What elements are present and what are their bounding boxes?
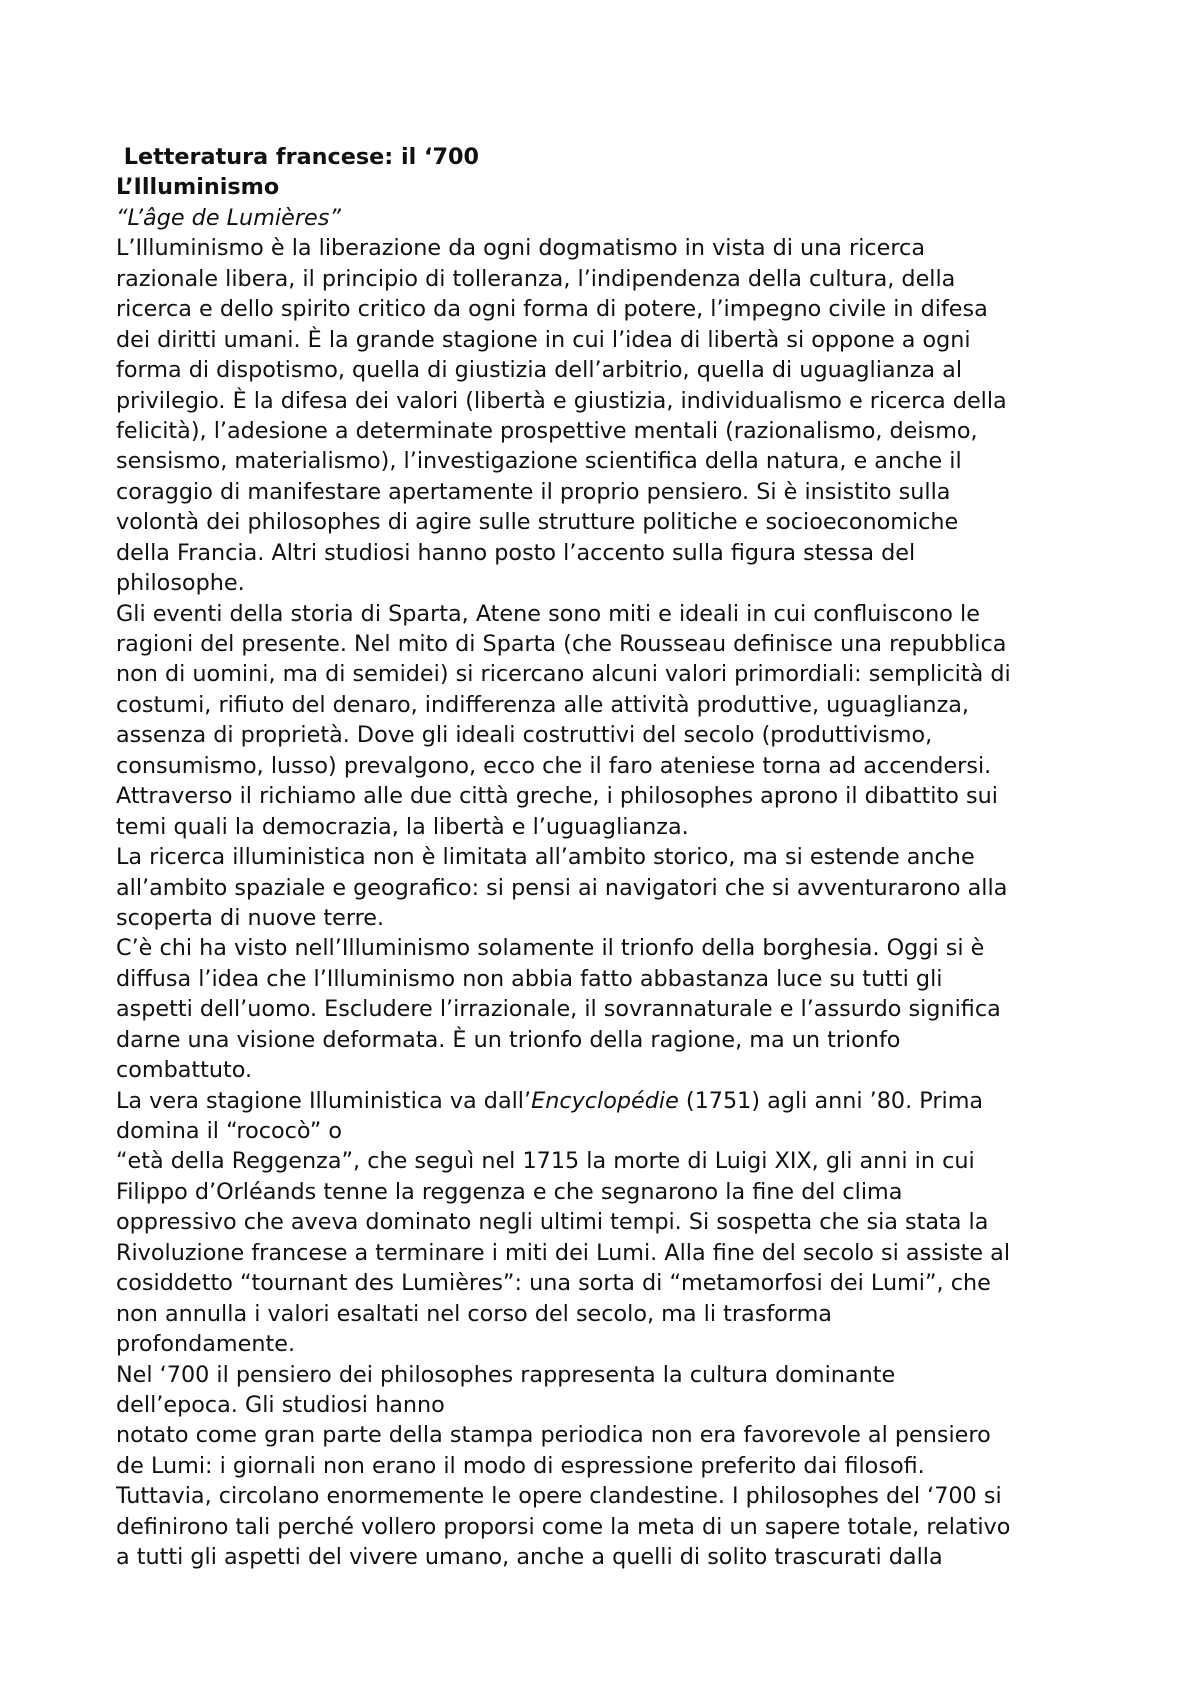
text-line: ragioni del presente. Nel mito di Sparta (che Rousseau definisce una repubblica	[116, 631, 1007, 657]
encyclopedie-line	[116, 1086, 1116, 1116]
text-line: combattuto.	[116, 1057, 253, 1084]
text-line: dell’epoca. Gli studiosi hanno	[116, 1391, 445, 1418]
text-line: forma di dispotismo, quella di giustizia dell’arbitrio, quella di uguaglianza al	[116, 357, 963, 384]
text-line: Filippo d’Orléands tenne la reggenza e che segnarono la fine del clima	[116, 1178, 903, 1205]
text-line: assenza di proprietà. Dove gli ideali costruttivi del secolo (produttivismo,	[116, 722, 933, 749]
text-line: definirono tali perché vollero proporsi come la meta di un sapere totale, relativo	[116, 1513, 1011, 1540]
text-line: Tuttavia, circolano enormemente le opere clandestine. I philosophes del ‘700 si	[116, 1483, 1002, 1510]
text-line: L’Illuminismo è la liberazione da ogni dogmatismo in vista di una ricerca	[116, 235, 925, 262]
document-body	[116, 142, 1116, 1573]
text-line: La ricerca illuministica non è limitata all’ambito storico, ma si estende anche	[116, 844, 975, 871]
text-line: Rivoluzione francese a terminare i miti dei Lumi. Alla fine del secolo si assiste al	[116, 1239, 1011, 1266]
text-line: aspetti dell’uomo. Escludere l’irrazionale, il sovrannaturale e l’assurdo significa	[116, 996, 1001, 1023]
text-span: (1751) agli anni ’80. Prima	[678, 1087, 984, 1114]
document-title: Letteratura francese: il ‘700	[116, 144, 479, 170]
document-subtitle: L’Illuminismo	[116, 174, 280, 201]
text-line: non di uomini, ma di semidei) si ricercano alcuni valori primordiali: semplicità di	[116, 661, 1011, 688]
text-line: notato come gran parte della stampa periodica non era favorevole al pensiero	[116, 1422, 991, 1449]
text-line: “età della Reggenza”, che seguì nel 1715 la morte di Luigi XIX, gli anni in cui	[116, 1148, 975, 1175]
text-line: Attraverso il richiamo alle due città greche, i philosophes aprono il dibattito sui	[116, 783, 998, 810]
text-line: profondamente.	[116, 1331, 296, 1358]
text-line: costumi, rifiuto del denaro, indifferenza alle attività produttive, uguaglianza,	[116, 691, 970, 718]
text-line: consumismo, lusso) prevalgono, ecco che il faro ateniese torna ad accendersi.	[116, 752, 992, 779]
text-line: ricerca e dello spirito critico da ogni forma di potere, l’impegno civile in difesa	[116, 296, 988, 323]
document-motto: “L’âge de Lumières”	[116, 204, 341, 231]
text-line: all’ambito spaziale e geografico: si pensi ai navigatori che si avventurarono alla	[116, 874, 1008, 901]
text-line: dei diritti umani. È la grande stagione in cui l’idea di libertà si oppone a ogni	[116, 326, 971, 353]
text-line: oppressivo che aveva dominato negli ultimi tempi. Si sospetta che sia stata la	[116, 1209, 989, 1236]
text-line: philosophe.	[116, 570, 245, 597]
text-line: della Francia. Altri studiosi hanno posto l’accento sulla figura stessa del	[116, 539, 916, 566]
text-line: Gli eventi della storia di Sparta, Atene sono miti e ideali in cui confluiscono le	[116, 600, 980, 627]
text-line: felicità), l’adesione a determinate prospettive mentali (razionalismo, deismo,	[116, 417, 978, 444]
text-line: C’è chi ha visto nell’Illuminismo solamente il trionfo della borghesia. Oggi si è	[116, 935, 985, 962]
text-line: razionale libera, il principio di tolleranza, l’indipendenza della cultura, della	[116, 265, 956, 292]
text-line: non annulla i valori esaltati nel corso del secolo, ma li trasforma	[116, 1300, 832, 1327]
text-line: cosiddetto “tournant des Lumières”: una sorta di “metamorfosi dei Lumi”, che	[116, 1270, 991, 1297]
text-line: sensismo, materialismo), l’investigazione scientifica della natura, e anche il	[116, 448, 962, 475]
text-line: scoperta di nuove terre.	[116, 904, 385, 931]
text-line: coraggio di manifestare apertamente il proprio pensiero. Si è insistito sulla	[116, 478, 951, 505]
text-line: de Lumi: i giornali non erano il modo di espressione preferito dai filosofi.	[116, 1452, 925, 1479]
text-line: Nel ‘700 il pensiero dei philosophes rappresenta la cultura dominante	[116, 1361, 896, 1388]
text-line: temi quali la democrazia, la libertà e l’uguaglianza.	[116, 813, 689, 840]
text-line: domina il “rococò” o	[116, 1118, 343, 1144]
text-line: volontà dei philosophes di agire sulle strutture politiche e socioeconomiche	[116, 509, 959, 536]
text-line: a tutti gli aspetti del vivere umano, anche a quelli di solito trascurati dalla	[116, 1544, 943, 1571]
text-line: diffusa l’idea che l’Illuminismo non abbia fatto abbastanza luce su tutti gli	[116, 965, 943, 992]
encyclopedie-title: Encyclopédie	[531, 1087, 679, 1114]
text-line: privilegio. È la difesa dei valori (libertà e giustizia, individualismo e ricerca della	[116, 387, 1007, 414]
text-span: La vera stagione Illuministica va dall’	[116, 1087, 532, 1114]
text-line: darne una visione deformata. È un trionfo della ragione, ma un trionfo	[116, 1026, 901, 1053]
